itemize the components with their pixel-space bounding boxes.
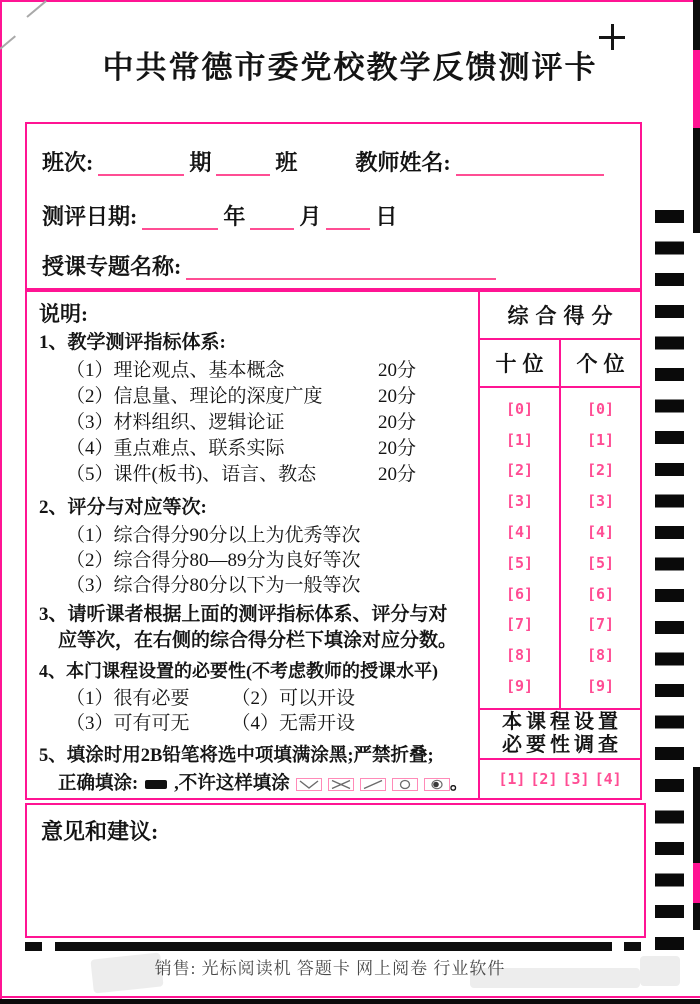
bottom-sync-mark — [624, 942, 641, 951]
tens-bubble-5: [5] — [505, 553, 534, 572]
necessity-option: （3）可有可无 — [66, 713, 190, 734]
indicator-score: 20分 — [378, 386, 417, 407]
necessity-bubble-4: [4] — [594, 769, 622, 788]
ones-bubble-9: [9] — [586, 677, 615, 696]
topic-blank — [186, 278, 496, 280]
section5-line2 — [39, 770, 478, 798]
indicator-item — [39, 384, 478, 410]
course-necessity-survey-title — [480, 710, 640, 760]
right-edge-strip — [693, 0, 700, 50]
score-column-headers — [480, 340, 640, 388]
wrong-fill-cross-icon — [328, 778, 354, 791]
necessity-option: （2）可以开设 — [231, 688, 356, 709]
day-label: 日 — [375, 204, 398, 229]
right-edge-strip — [693, 50, 700, 128]
necessity-bubble-1: [1] — [498, 769, 526, 788]
class-suffix-label: 班 — [275, 150, 298, 175]
ones-bubble-4: [4] — [586, 523, 615, 542]
indicator-label: （2）信息量、理论的深度广度 — [66, 386, 323, 407]
year-blank — [142, 228, 218, 230]
card-title: 中共常德市委党校教学反馈测评卡 — [102, 50, 598, 85]
right-edge-strip — [693, 903, 700, 930]
timing-marks-column — [655, 210, 684, 955]
tens-bubble-8: [8] — [505, 646, 534, 665]
teacher-name-blank — [456, 174, 604, 176]
indicator-label: （5）课件(板书)、语言、教态 — [66, 464, 317, 485]
indicator-item — [39, 462, 478, 488]
header-info-box — [25, 122, 642, 290]
necessity-options-row — [39, 711, 478, 736]
tens-header: 十位 — [480, 340, 561, 386]
indicator-item — [39, 410, 478, 436]
right-edge-strip — [693, 128, 700, 233]
wrong-fill-circle-icon — [392, 778, 418, 791]
ones-header: 个位 — [576, 352, 631, 376]
year-label: 年 — [223, 204, 246, 229]
correct-fill-mark-icon — [145, 780, 167, 789]
ones-bubble-column — [561, 388, 640, 708]
card-left-edge — [0, 0, 2, 1004]
ones-bubble-8: [8] — [586, 646, 615, 665]
ones-bubble-0: [0] — [586, 399, 615, 418]
right-edge-strip — [693, 767, 700, 863]
bottom-sync-bar — [55, 942, 612, 951]
indicator-label: （3）材料组织、逻辑论证 — [66, 412, 285, 433]
corner-cut-mark-icon — [26, 0, 46, 18]
card-bottom-edge — [0, 996, 700, 998]
tens-bubble-4: [4] — [505, 523, 534, 542]
vendor-footer-text: 销售: 光标阅读机 答题卡 网上阅卷 行业软件 — [154, 959, 506, 978]
topic-label: 授课专题名称: — [42, 254, 182, 279]
topic-row — [42, 256, 630, 278]
grade-rule: （2）综合得分80—89分为良好等次 — [66, 550, 361, 571]
period-label: 期 — [189, 150, 212, 175]
date-label: 测评日期: — [42, 204, 138, 229]
necessity-title-line2: 必要性调查 — [502, 734, 622, 756]
right-edge-strip — [693, 863, 700, 903]
wrong-fill-slash-icon — [360, 778, 386, 791]
score-bubble-grid — [480, 388, 640, 710]
instructions-heading: 说明: — [39, 302, 88, 326]
score-panel-title: 综合得分 — [480, 292, 640, 340]
ones-bubble-5: [5] — [586, 553, 615, 572]
necessity-option: （4）无需开设 — [231, 713, 356, 734]
indicator-score: 20分 — [378, 360, 417, 381]
tens-bubble-6: [6] — [505, 584, 534, 603]
wrong-fill-check-icon — [296, 778, 322, 791]
tens-bubble-3: [3] — [505, 492, 534, 511]
necessity-bubble-row — [480, 760, 640, 798]
indicator-item — [39, 358, 478, 384]
class-number-blank — [98, 174, 184, 176]
ones-bubble-7: [7] — [586, 615, 615, 634]
score-panel — [478, 292, 640, 798]
necessity-bubble-3: [3] — [562, 769, 590, 788]
tens-bubble-column — [480, 388, 561, 708]
card-top-edge — [0, 0, 700, 2]
ones-bubble-1: [1] — [586, 430, 615, 449]
indicator-label: （1）理论观点、基本概念 — [66, 360, 285, 381]
correct-fill-label: 正确填涂: — [58, 774, 139, 794]
necessity-bubble-2: [2] — [530, 769, 558, 788]
section3-note — [39, 602, 478, 654]
scan-bottom-edge — [0, 999, 700, 1004]
month-blank — [250, 228, 294, 230]
necessity-title-line1: 本课程设置 — [502, 711, 622, 733]
indicator-score: 20分 — [378, 438, 417, 459]
tens-bubble-7: [7] — [505, 615, 534, 634]
tens-bubble-0: [0] — [505, 399, 534, 418]
class-label: 班次: — [42, 150, 94, 175]
date-row — [42, 206, 630, 228]
grade-rule: （3）综合得分80分以下为一般等次 — [66, 575, 361, 596]
month-label: 月 — [299, 204, 322, 229]
class-section-blank — [216, 174, 270, 176]
tens-bubble-2: [2] — [505, 461, 534, 480]
grade-rule: （1）综合得分90分以上为优秀等次 — [66, 525, 361, 546]
indicator-score: 20分 — [378, 464, 417, 485]
section1-title: 1、教学测评指标体系: — [39, 332, 226, 353]
day-blank — [326, 228, 370, 230]
wrong-fill-label: ,不许这样填涂 — [174, 774, 290, 794]
indicator-item — [39, 436, 478, 462]
section3-line1: 3、请听课者根据上面的测评指标体系、评分与对 — [39, 604, 448, 625]
teacher-label: 教师姓名: — [355, 150, 451, 175]
wrong-fill-partial-dot-icon — [424, 778, 450, 791]
sentence-period: 。 — [449, 774, 469, 794]
main-section-box — [25, 290, 642, 800]
necessity-option: （1）很有必要 — [66, 688, 190, 709]
instructions-panel — [27, 292, 478, 798]
indicator-score: 20分 — [378, 412, 417, 433]
comments-box — [25, 803, 646, 938]
class-row — [42, 152, 630, 174]
tens-bubble-1: [1] — [505, 430, 534, 449]
necessity-options-row — [39, 686, 478, 711]
section4-title: 4、本门课程设置的必要性(不考虑教师的授课水平) — [39, 661, 438, 681]
indicator-label: （4）重点难点、联系实际 — [66, 438, 285, 459]
ones-bubble-2: [2] — [586, 461, 615, 480]
section5-line1: 5、填涂时用2B铅笔将选中项填满涂黑;严禁折叠; — [39, 746, 434, 766]
comments-label: 意见和建议: — [41, 819, 159, 844]
section2-title: 2、评分与对应等次: — [39, 497, 207, 518]
ones-bubble-3: [3] — [586, 492, 615, 511]
ones-bubble-6: [6] — [586, 584, 615, 603]
tens-bubble-9: [9] — [505, 677, 534, 696]
bottom-sync-mark — [25, 942, 42, 951]
section3-line2: 应等次，在右侧的综合得分栏下填涂对应分数。 — [58, 630, 458, 651]
